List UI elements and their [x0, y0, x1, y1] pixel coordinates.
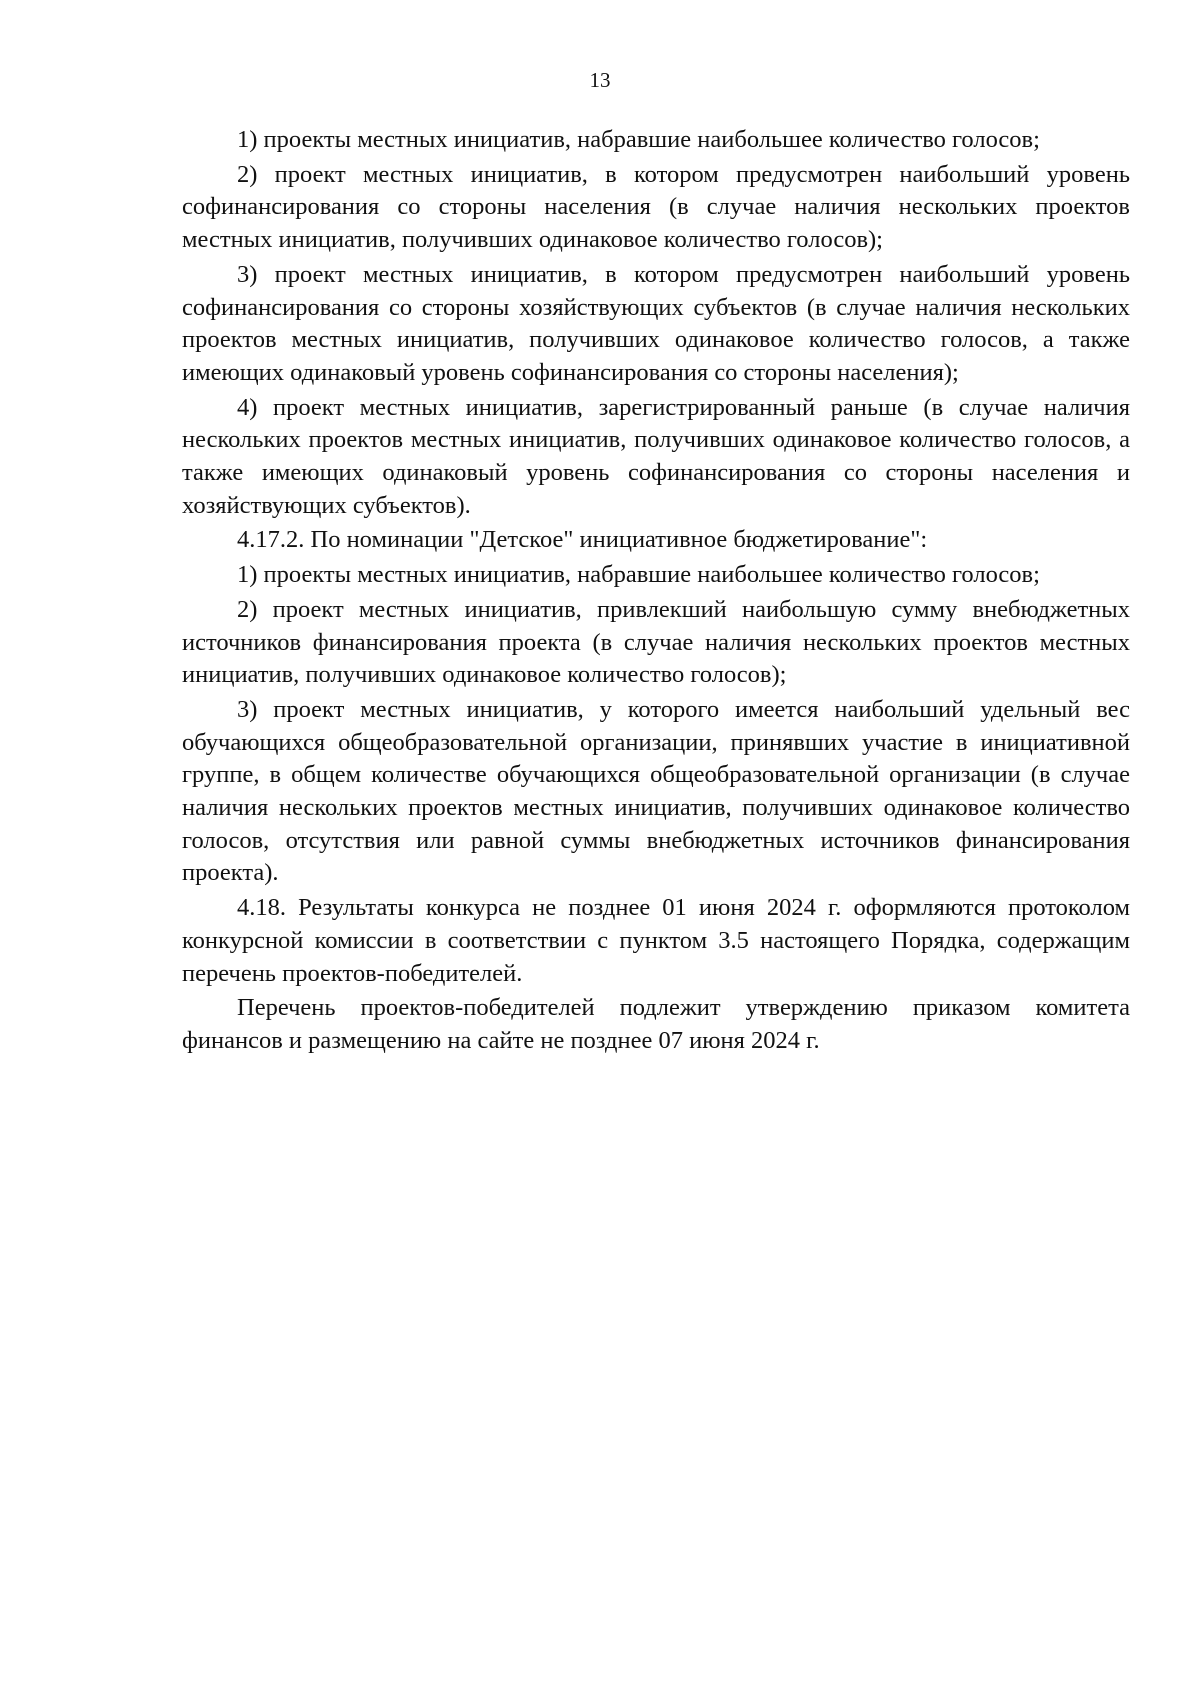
- criterion-1-votes: 1) проекты местных инициатив, набравшие наибольшее количество голосов;: [237, 126, 1040, 153]
- child-criterion-1-votes: 1) проекты местных инициатив, набравшие наибольшее количество голосов;: [237, 561, 1040, 589]
- child-criterion-2-extrabudgetary: 2) проект местных инициатив, привлекший наибольшую сумму внебюджетных источников финансирования проекта (в случае наличия нескольких проектов местных инициатив, получивших одинаковое количество голосов);: [182, 595, 1130, 689]
- document-body: [182, 124, 1130, 1058]
- section-4-17-2-heading: 4.17.2. По номинации "Детское" инициативное бюджетирование":: [237, 526, 928, 554]
- section-4-18-results: 4.18. Результаты конкурса не позднее 01 июня 2024 г. оформляются протоколом конкурсной комиссии в соответствии с пунктом 3.5 настоящего Порядка, содержащим перечень проектов-победителей.: [182, 894, 1130, 987]
- criterion-4-registration-date: 4) проект местных инициатив, зарегистрированный раньше (в случае наличия нескольких проектов местных инициатив, получивших одинаковое количество голосов, а также имеющих одинаковый уровень софинансирования со стороны населения и хозяйствующих субъектов).: [182, 393, 1130, 519]
- page-number: 13: [589, 68, 611, 92]
- child-criterion-3-student-share: 3) проект местных инициатив, у которого имеется наибольший удельный вес обучающихся общеобразовательной организации, принявших участие в инициативной группе, в общем количестве обучающихся общеобразовательной организации (в случае наличия нескольких проектов местных инициатив, получивших одинаковое количество голосов, отсутствия или равной суммы внебюджетных источников финансирования проекта).: [182, 695, 1130, 887]
- winners-list-approval: Перечень проектов-победителей подлежит утверждению приказом комитета финансов и размещению на сайте не позднее 07 июня 2024 г.: [182, 994, 1130, 1054]
- criterion-3-business-cofinancing: 3) проект местных инициатив, в котором предусмотрен наибольший уровень софинансирования со стороны хозяйствующих субъектов (в случае наличия нескольких проектов местных инициатив, получивших одинаковое количество голосов, а также имеющих одинаковый уровень софинансирования со стороны населения);: [182, 260, 1130, 386]
- criterion-2-population-cofinancing: 2) проект местных инициатив, в котором предусмотрен наибольший уровень софинансирования со стороны населения (в случае наличия нескольких проектов местных инициатив, получивших одинаковое количество голосов);: [182, 160, 1130, 254]
